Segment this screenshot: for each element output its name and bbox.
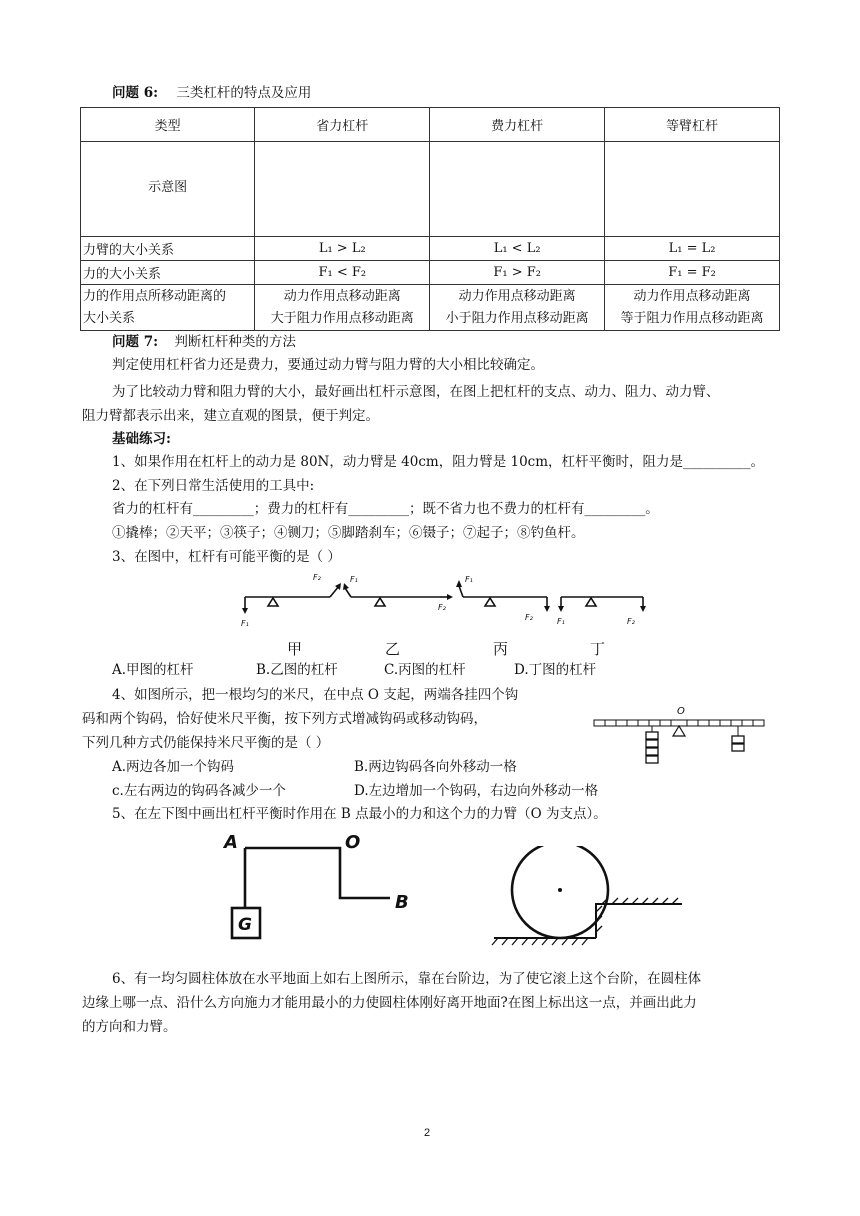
table-cell — [255, 285, 430, 331]
table-cell: F₁ = F₂ — [605, 261, 780, 285]
table-header-cell: 省力杠杆 — [255, 108, 430, 142]
q3-force-label: F₂ — [627, 617, 635, 626]
practice-q5: 5、在左下图中画出杠杆平衡时作用在 B 点最小的力和这个力的力臂（O 为支点）。 — [112, 806, 607, 822]
q3-lever-figure — [235, 568, 655, 660]
cell-line: 小于阻力作用点移动距离 — [445, 310, 589, 326]
q5-lever-figure — [215, 826, 415, 944]
practice-heading: 基础练习: — [112, 431, 171, 447]
table-cell — [430, 285, 605, 331]
point-o-label: O — [345, 832, 361, 853]
practice-q2-tools: ①撬棒；②天平；③筷子；④铡刀；⑤脚踏刹车；⑥镊子；⑦起子；⑧钓鱼杆。 — [112, 525, 585, 541]
q7-heading — [112, 331, 296, 353]
diagram-cell — [255, 142, 430, 237]
row-label: 力臂的大小关系 — [81, 237, 255, 261]
table-header-cell: 等臂杠杆 — [605, 108, 780, 142]
page-number: 2 — [424, 1127, 431, 1139]
row-label — [81, 285, 255, 331]
q4-option: c.左右两边的钩码各减少一个 — [112, 783, 286, 799]
point-b-label: B — [395, 892, 409, 913]
q3-fig-label: 甲 — [287, 640, 303, 658]
row-label-line: 力的作用点所移动距离的 — [83, 288, 227, 304]
q3-force-label: F₁ — [465, 575, 473, 584]
cell-line: 动力作用点移动距离 — [633, 288, 751, 304]
table-cell: L₁ < L₂ — [430, 237, 605, 261]
q4-option: A.两边各加一个钩码 — [112, 759, 235, 775]
practice-q3: 3、在图中，杠杆有可能平衡的是（ ） — [112, 549, 341, 565]
q3-option: D.丁图的杠杆 — [514, 662, 597, 678]
practice-q2: 2、在下列日常生活使用的工具中: — [112, 478, 315, 494]
point-a-label: A — [224, 832, 238, 853]
q7-label: 问题 7: — [112, 334, 159, 350]
diagram-cell — [605, 142, 780, 237]
q7-paragraph-2a: 为了比较动力臂和阻力臂的大小，最好画出杠杆示意图，在图上把杠杆的支点、动力、阻力、动力臂、 — [112, 384, 720, 400]
q3-force-label: F₂ — [313, 573, 321, 582]
practice-q2-blanks: 省力的杠杆有_________；费力的杠杆有_________；既不省力也不费力的杠杆有_________。 — [112, 501, 659, 517]
cell-line: 大于阻力作用点移动距离 — [270, 310, 414, 326]
weight-g-label: G — [238, 915, 252, 935]
cylinder-step-figure — [488, 846, 688, 946]
q4-ruler-figure — [590, 702, 770, 778]
q7-paragraph-1: 判定使用杠杆省力还是费力，要通过动力臂与阻力臂的大小相比较确定。 — [112, 357, 544, 373]
q6-label: 问题 6: — [112, 85, 159, 101]
table-cell: F₁ > F₂ — [430, 261, 605, 285]
practice-q4-line2: 码和两个钩码，恰好使米尺平衡，按下列方式增减钩码或移动钩码， — [82, 711, 487, 727]
cell-line: 动力作用点移动距离 — [283, 288, 401, 304]
q4-option: B.两边钩码各向外移动一格 — [354, 759, 517, 775]
q4-option: D.左边增加一个钩码，右边向外移动一格 — [354, 783, 599, 799]
table-header-cell: 类型 — [81, 108, 255, 142]
table-row — [81, 142, 780, 237]
diagram-cell — [430, 142, 605, 237]
row-label-line: 大小关系 — [83, 310, 136, 326]
practice-q6-line2: 边缘上哪一点、沿什么方向施力才能用最小的力使圆柱体刚好离开地面?在图上标出这一点，并画出此力 — [82, 995, 697, 1011]
q3-force-label: F₁ — [350, 575, 358, 584]
q7-paragraph-2b: 阻力臂都表示出来，建立直观的图景，便于判定。 — [82, 408, 379, 424]
diagram-label: 示意图 — [81, 142, 255, 237]
q3-fig-label: 乙 — [385, 640, 401, 658]
q7-title: 判断杠杆种类的方法 — [174, 334, 296, 350]
q3-force-label: F₁ — [557, 617, 565, 626]
table-row — [81, 237, 780, 261]
cell-line: 动力作用点移动距离 — [458, 288, 576, 304]
practice-q4-line3: 下列几种方式仍能保持米尺平衡的是（ ） — [82, 735, 330, 751]
row-label: 力的大小关系 — [81, 261, 255, 285]
practice-q6-line1: 6、有一均匀圆柱体放在水平地面上如右上图所示，靠在台阶边，为了使它滚上这个台阶，在圆柱体 — [112, 971, 702, 987]
table-cell: F₁ < F₂ — [255, 261, 430, 285]
q3-force-label: F₂ — [438, 603, 446, 612]
practice-q6-line3: 的方向和力臂。 — [82, 1019, 177, 1035]
table-header-row — [81, 108, 780, 142]
q3-force-label: F₁ — [241, 619, 249, 628]
q3-fig-label: 丁 — [590, 640, 606, 658]
practice-q4-line1: 4、如图所示，把一根均匀的米尺，在中点 O 支起，两端各挂四个钩 — [112, 687, 519, 703]
q6-title: 三类杠杆的特点及应用 — [176, 85, 312, 101]
q6-heading — [112, 82, 311, 104]
table-row — [81, 285, 780, 331]
q3-option: C.丙图的杠杆 — [384, 662, 466, 678]
table-cell — [605, 285, 780, 331]
practice-q1: 1、如果作用在杠杆上的动力是 80N，动力臂是 40cm，阻力臂是 10cm，杠杆平衡时，阻力是__________。 — [112, 454, 765, 470]
q3-option: A.甲图的杠杆 — [112, 662, 194, 678]
q3-force-label: F₂ — [525, 613, 533, 622]
table-header-cell: 费力杠杆 — [430, 108, 605, 142]
q3-option: B.乙图的杠杆 — [256, 662, 338, 678]
table-row — [81, 261, 780, 285]
pivot-label: O — [677, 706, 685, 717]
cell-line: 等于阻力作用点移动距离 — [620, 310, 764, 326]
table-cell: L₁ > L₂ — [255, 237, 430, 261]
table-cell: L₁ = L₂ — [605, 237, 780, 261]
lever-types-table — [80, 107, 780, 331]
q3-fig-label: 丙 — [493, 640, 509, 658]
